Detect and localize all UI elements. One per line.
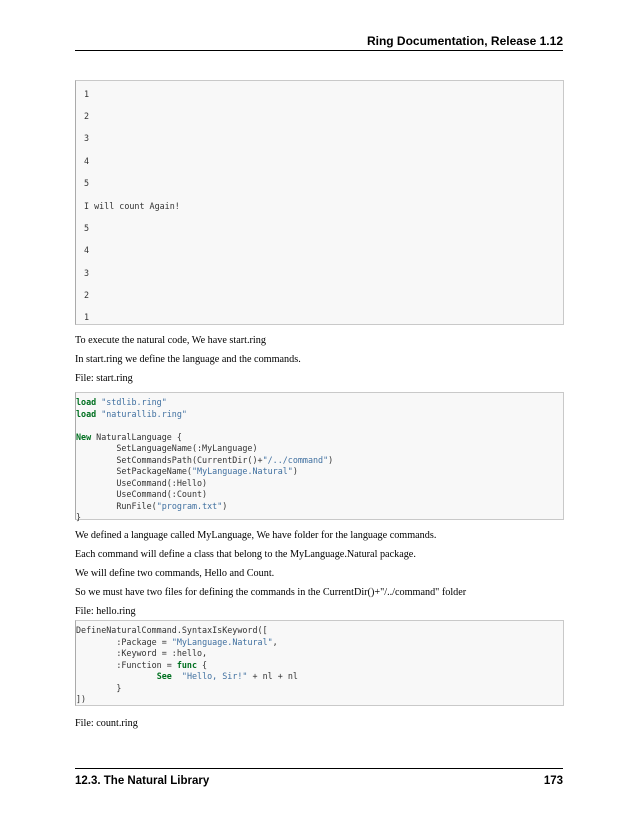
output-line: I will count Again! xyxy=(84,201,180,211)
paragraph: To execute the natural code, We have start.ring xyxy=(75,335,266,346)
code-text: UseCommand(:Hello) xyxy=(76,477,208,488)
code-text: RunFile( xyxy=(76,500,157,511)
output-line: 3 xyxy=(84,133,90,143)
code-text: DefineNaturalCommand.SyntaxIsKeyword([ xyxy=(76,625,268,635)
page-header xyxy=(75,28,563,51)
code-text: } xyxy=(76,512,82,522)
paragraph: In start.ring we define the language and the commands. xyxy=(75,354,301,365)
hello-ring-code-block xyxy=(75,620,564,706)
page-footer xyxy=(75,768,563,787)
code-text: ) xyxy=(292,466,298,476)
code-text: :Keyword = :hello, xyxy=(76,648,208,658)
output-line: 3 xyxy=(84,268,90,278)
code-string: "MyLanguage.Natural" xyxy=(171,636,273,647)
output-line: 2 xyxy=(84,111,90,121)
paragraph: We defined a language called MyLanguage, We have folder for the language commands. xyxy=(75,530,437,541)
code-keyword: load xyxy=(76,408,97,419)
code-text xyxy=(172,671,182,681)
code-string: "/../command" xyxy=(262,454,329,465)
code-text: } xyxy=(76,682,122,693)
code-listing xyxy=(76,393,563,524)
paragraph: File: count.ring xyxy=(75,718,138,729)
code-keyword: func xyxy=(176,659,198,670)
code-text: ]) xyxy=(76,694,87,704)
code-keyword: load xyxy=(76,397,97,407)
code-text: NaturalLanguage { xyxy=(91,431,182,442)
code-keyword: See xyxy=(156,671,172,681)
output-line: 2 xyxy=(84,290,90,300)
output-line: 4 xyxy=(84,245,90,255)
code-text: :Package = xyxy=(76,636,172,647)
paragraph: File: hello.ring xyxy=(75,606,136,617)
code-text: SetPackageName( xyxy=(76,466,192,476)
paragraph: So we must have two files for defining the commands in the CurrentDir()+"/../command" folder xyxy=(75,587,467,598)
output-line: 1 xyxy=(84,312,90,322)
code-text: , xyxy=(272,636,278,647)
code-text: SetCommandsPath(CurrentDir()+ xyxy=(76,454,263,465)
code-text: ) xyxy=(328,454,334,465)
paragraph: File: start.ring xyxy=(75,373,133,384)
code-keyword: New xyxy=(76,431,92,442)
header-title: Ring Documentation, Release 1.12 xyxy=(366,34,563,48)
paragraph: We will define two commands, Hello and Count. xyxy=(75,568,275,579)
code-text: :Function = xyxy=(76,659,177,670)
output-line: 1 xyxy=(84,89,90,99)
paragraph: Each command will define a class that belong to the MyLanguage.Natural package. xyxy=(75,549,416,560)
output-line: 5 xyxy=(84,178,90,188)
output-code-block xyxy=(75,80,564,325)
code-text xyxy=(76,671,157,681)
output-line: 4 xyxy=(84,156,90,166)
footer-section-title: 12.3. The Natural Library xyxy=(75,775,210,787)
code-text: + nl + nl xyxy=(247,671,298,681)
code-string: "MyLanguage.Natural" xyxy=(191,466,293,476)
code-string: "stdlib.ring" xyxy=(101,397,167,407)
code-text: ) xyxy=(222,500,228,511)
code-text: SetLanguageName(:MyLanguage) xyxy=(76,443,258,453)
page-number: 173 xyxy=(543,775,563,787)
output-line: 5 xyxy=(84,223,90,233)
code-string: "naturallib.ring" xyxy=(101,408,187,419)
code-text: { xyxy=(197,659,208,670)
start-ring-code-block xyxy=(75,392,564,520)
code-listing xyxy=(76,621,563,706)
code-text: UseCommand(:Count) xyxy=(76,489,208,499)
code-string: "Hello, Sir!" xyxy=(181,671,248,681)
code-string: "program.txt" xyxy=(156,500,223,511)
